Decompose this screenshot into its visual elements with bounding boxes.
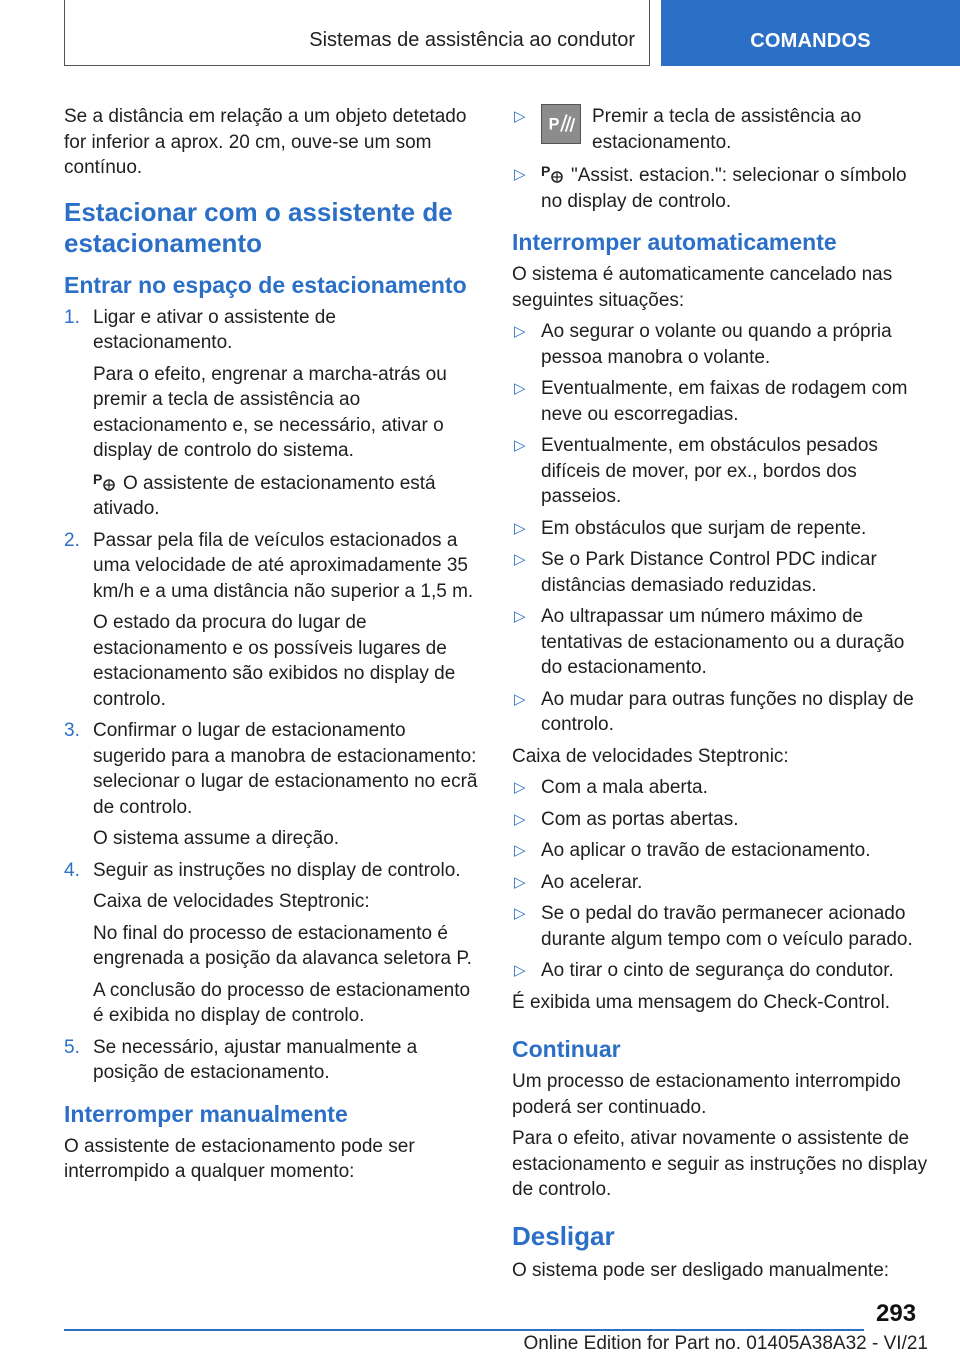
list-item <box>512 162 928 214</box>
step-text: O estado da procura do lugar de estacionamento e os possíveis lugares de estacionamento são exibidos no display de controlo. <box>93 612 456 710</box>
step-number: 1. <box>64 306 80 328</box>
triangle-bullet-icon: ▷ <box>514 905 526 922</box>
triangle-bullet-icon: ▷ <box>514 519 526 537</box>
parking-assist-button-icon <box>541 104 581 144</box>
list-item <box>512 516 928 542</box>
list-item <box>512 870 928 896</box>
step-item <box>64 718 480 852</box>
list-item-text: Se o Park Distance Control PDC indicar distâncias demasiado reduzidas. <box>541 549 877 596</box>
page-number: 293 <box>876 1300 917 1327</box>
list-item-text: Em obstáculos que surjam de repente. <box>541 517 867 539</box>
step-text: Ligar e ativar o assistente de estacionamento. <box>93 306 336 353</box>
list-item <box>512 838 928 864</box>
list-item <box>512 604 928 681</box>
list-item-text: Ao tirar o cinto de segurança do condutor. <box>541 960 894 981</box>
section-header-box <box>64 0 650 66</box>
list-item-text: Eventualmente, em obstáculos pesados difíceis de mover, por ex., bordos dos passeios. <box>541 435 878 507</box>
list-item <box>512 376 928 427</box>
step-text: No final do processo de estacionamento é engrenada a posição da alavanca seletora P. <box>93 922 472 969</box>
svg-text:P: P <box>93 470 103 487</box>
triangle-bullet-icon: ▷ <box>514 873 526 891</box>
triangle-bullet-icon: ▷ <box>514 323 526 340</box>
triangle-bullet-icon: ▷ <box>514 608 526 625</box>
list-item-text: Ao ultrapassar um número máximo de tentativas de estacionamento ou a duração do estacionamento. <box>541 606 905 678</box>
subheading-manual-interrupt: Interromper manualmente <box>64 1100 348 1127</box>
step-icon-text: O assistente de estacionamento está ativado. <box>93 472 436 519</box>
left-column <box>64 104 480 1191</box>
list-item <box>512 547 928 598</box>
triangle-bullet-icon: ▷ <box>514 842 526 859</box>
manual-interrupt-text: O assistente de estacionamento pode ser interrompido a qualquer momento: <box>64 1135 415 1182</box>
intro-text: Se a distância em relação a um objeto detetado for inferior a aprox. 20 cm, ouve-se um som contínuo. <box>64 106 467 178</box>
subheading-auto-interrupt: Interromper automaticamente <box>512 229 837 255</box>
off-text: O sistema pode ser desligado manualmente: <box>512 1259 890 1281</box>
list-item-text: Premir a tecla de assistência ao estacionamento. <box>592 106 862 153</box>
chapter-tab <box>661 0 960 66</box>
list-item-text: Se o pedal do travão permanecer acionado durante algum tempo com o veículo parado. <box>541 903 913 950</box>
triangle-bullet-icon: ▷ <box>514 779 526 796</box>
step-text: Confirmar o lugar de estacionamento sugerido para a manobra de estacionamento: selecionar o lugar de estacionamento no ecrã de controlo. <box>93 720 478 818</box>
svg-text:P: P <box>541 163 551 179</box>
step-item <box>64 858 480 1029</box>
right-column <box>512 104 928 1289</box>
list-item <box>512 104 928 156</box>
section-heading: Estacionar com o assistente de estacionamento <box>64 196 453 258</box>
list-item-text: Ao mudar para outras funções no display de controlo. <box>541 688 914 735</box>
section-heading-off: Desligar <box>512 1220 615 1251</box>
list-item <box>512 319 928 370</box>
list-item-text: Com a mala aberta. <box>541 777 708 798</box>
list-item <box>512 775 928 801</box>
parking-assistant-icon <box>541 162 565 184</box>
list-item <box>512 807 928 833</box>
step-text: Se necessário, ajustar manualmente a posição de estacionamento. <box>93 1036 418 1083</box>
list-item-text: Ao acelerar. <box>541 871 643 893</box>
step-text: Caixa de velocidades Steptronic: <box>93 891 370 912</box>
list-item <box>512 901 928 952</box>
step-icon-line <box>64 470 480 522</box>
svg-text:P: P <box>548 115 560 134</box>
step-text: Passar pela fila de veículos estacionados a uma velocidade de até aproximadamente 35 km/h e a uma distância não superior a 1,5 m. <box>93 529 474 602</box>
triangle-bullet-icon: ▷ <box>514 810 526 828</box>
step-item <box>64 305 480 522</box>
manual-interrupt-list <box>512 104 928 214</box>
step-text: O sistema assume a direção. <box>93 828 340 849</box>
list-item <box>512 958 928 984</box>
continue-text: Um processo de estacionamento interrompido poderá ser continuado. <box>512 1071 901 1118</box>
steptronic-list <box>512 775 928 984</box>
continue-text: Para o efeito, ativar novamente o assistente de estacionamento e seguir as instruções no display de controlo. <box>512 1128 928 1200</box>
list-item <box>512 687 928 738</box>
list-item-text: Eventualmente, em faixas de rodagem com neve ou escorregadias. <box>541 378 908 425</box>
auto-interrupt-list <box>512 319 928 738</box>
checkcontrol-text: É exibida uma mensagem do Check-Control. <box>512 991 891 1013</box>
triangle-bullet-icon: ▷ <box>514 690 526 708</box>
list-item-text: "Assist. estacion.": selecionar o símbolo no display de controlo. <box>541 165 907 212</box>
parking-assistant-icon <box>93 470 117 492</box>
step-number: 4. <box>64 859 80 881</box>
list-item-text: Ao segurar o volante ou quando a própria pessoa manobra o volante. <box>541 321 892 368</box>
steps-list <box>64 305 480 1086</box>
step-text: A conclusão do processo de estacionamento é exibida no display de controlo. <box>93 979 471 1026</box>
step-item <box>64 1035 480 1086</box>
triangle-bullet-icon: ▷ <box>514 166 526 183</box>
list-item <box>512 433 928 510</box>
triangle-bullet-icon: ▷ <box>514 380 526 397</box>
page-header <box>0 0 960 66</box>
step-text: Para o efeito, engrenar a marcha-atrás ou premir a tecla de assistência ao estacionamento e, se necessário, ativar o display de controlo do sistema. <box>93 363 447 461</box>
section-title: Sistemas de assistência ao condutor <box>309 29 635 51</box>
step-number: 2. <box>64 529 80 551</box>
triangle-bullet-icon: ▷ <box>514 108 526 125</box>
chapter-title: COMANDOS <box>750 30 871 52</box>
subheading-enter: Entrar no espaço de estacionamento <box>64 271 467 298</box>
step-number: 3. <box>64 720 80 741</box>
step-number: 5. <box>64 1036 80 1058</box>
list-item-text: Com as portas abertas. <box>541 808 739 830</box>
step-text: Seguir as instruções no display de controlo. <box>93 859 461 881</box>
footer-divider <box>64 1329 864 1331</box>
edition-text: Online Edition for Part no. 01405A38A32 - VI/21 <box>523 1333 928 1354</box>
step-item <box>64 528 480 713</box>
triangle-bullet-icon: ▷ <box>514 962 526 979</box>
list-item-text: Ao aplicar o travão de estacionamento. <box>541 840 871 861</box>
steptronic-label: Caixa de velocidades Steptronic: <box>512 745 789 767</box>
auto-interrupt-intro: O sistema é automaticamente cancelado nas seguintes situações: <box>512 264 893 311</box>
triangle-bullet-icon: ▷ <box>514 437 526 454</box>
subheading-continue: Continuar <box>512 1036 621 1062</box>
triangle-bullet-icon: ▷ <box>514 551 526 568</box>
